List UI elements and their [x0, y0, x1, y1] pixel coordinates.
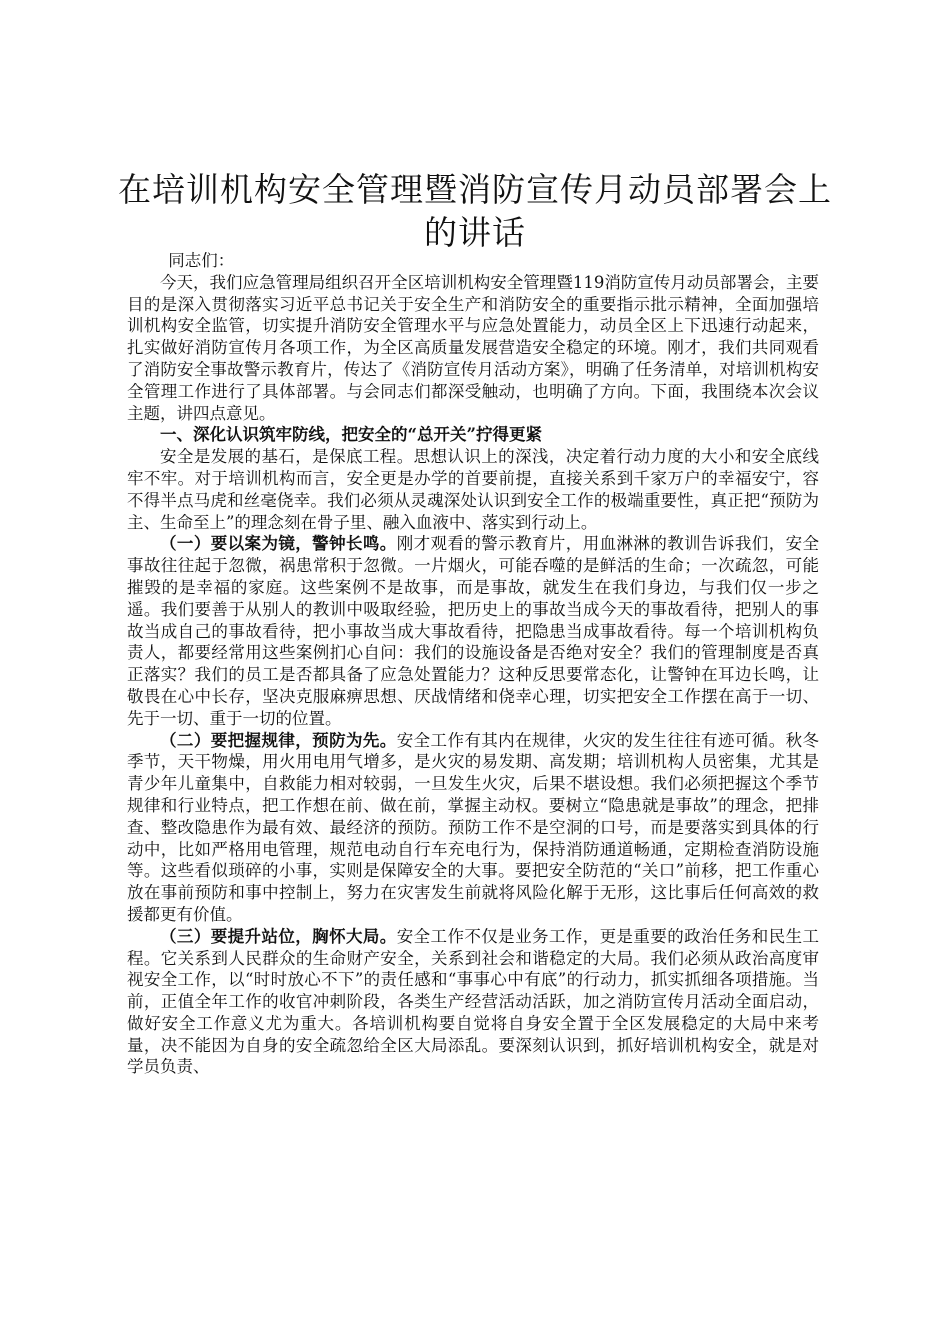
point-text-3: 安全工作不仅是业务工作，更是重要的政治任务和民生工程。它关系到人民群众的生命财产安全，关系到社会和谐稳定的大局。我们必须从政治高度审视安全工作，以“时时放心不下”的责任感和“事事心中有底”的行动力，抓实抓细各项措施。当前，正值全年工作的收官冲刺阶段，各类生产经营活动活跃，加之消防宣传月活动全面启动，做好安全工作意义尤为重大。各培训机构要自觉将自身安全置于全区发展稳定的大局中来考量，决不能因为自身的安全疏忽给全区大局添乱。要深刻认识到，抓好培训机构安全，就是对学员负责、: [127, 926, 820, 1077]
point-text-1: 刚才观看的警示教育片，用血淋淋的教训告诉我们，安全事故往往起于忽微，祸患常积于忽微。一片烟火，可能吞噬的是鲜活的生命；一次疏忽，可能摧毁的是幸福的家庭。这些案例不是故事，而是事故，就发生在我们身边，与我们仅一步之遥。我们要善于从别人的教训中吸取经验，把历史上的事故当成今天的事故看待，把别人的事故当成自己的事故看待，把小事故当成大事故看待，把隐患当成事故看待。每一个培训机构负责人，都要经常用这些案例扪心自问：我们的设施设备是否绝对安全？我们的管理制度是否真正落实？我们的员工是否都具备了应急处置能力？这种反思要常态化，让警钟在耳边长鸣，让敬畏在心中长存，坚决克服麻痹思想、厌战情绪和侥幸心理，切实把安全工作摆在高于一切、先于一切、重于一切的位置。: [127, 534, 820, 728]
point-lead-3: （三）要提升站位，胸怀大局。: [160, 926, 397, 946]
point-paragraph-3: [127, 926, 819, 1079]
salutation: 同志们：: [168, 251, 235, 270]
point-paragraph-1: [127, 533, 819, 729]
document-body: [127, 250, 819, 1078]
point-lead-1: （一）要以案为镜，警钟长鸣。: [160, 534, 397, 554]
section-1-intro-paragraph: 安全是发展的基石，是保底工程。思想认识上的深浅，决定着行动力度的大小和安全底线牢不牢。对于培训机构而言，安全更是办学的首要前提，直接关系到千家万户的幸福安宁，容不得半点马虎和丝毫侥幸。我们必须从灵魂深处认识到安全工作的极端重要性，真正把“预防为主、生命至上”的理念刻在骨子里、融入血液中、落实到行动上。: [127, 447, 819, 532]
point-lead-2: （二）要把握规律，预防为先。: [160, 730, 397, 750]
intro-paragraph: 今天，我们应急管理局组织召开全区培训机构安全管理暨119消防宣传月动员部署会，主要目的是深入贯彻落实习近平总书记关于安全生产和消防安全的重要指示批示精神，全面加强培训机构安全监管，切实提升消防安全管理水平与应急处置能力，动员全区上下迅速行动起来，扎实做好消防宣传月各项工作，为全区高质量发展营造安全稳定的环境。刚才，我们共同观看了消防安全事故警示教育片，传达了《消防宣传月活动方案》，明确了任务清单，对培训机构安全管理工作进行了具体部署。与会同志们都深受触动，也明确了方向。下面，我围绕本次会议主题，讲四点意见。: [127, 272, 819, 423]
document-title: 在培训机构安全管理暨消防宣传月动员部署会上的讲话: [118, 170, 832, 252]
point-paragraph-2: [127, 730, 819, 926]
point-text-2: 安全工作有其内在规律，火灾的发生往往有迹可循。秋冬季节，天干物燥，用火用电用气增多，是火灾的易发期、高发期；培训机构人员密集，尤其是青少年儿童集中，自救能力相对较弱，一旦发生火灾，后果不堪设想。我们必须把握这个季节规律和行业特点，把工作想在前、做在前，掌握主动权。要树立“隐患就是事故”的理念，把排查、整改隐患作为最有效、最经济的预防。预防工作不是空洞的口号，而是要落实到具体的行动中，比如严格用电管理，规范电动自行车充电行为，保持消防通道畅通，定期检查消防设施等。这些看似琐碎的小事，实则是保障安全的大事。要把安全防范的“关口”前移，把工作重心放在事前预防和事中控制上，努力在灾害发生前就将风险化解于无形，这比事后任何高效的救援都更有价值。: [127, 730, 820, 924]
section-heading-1: 一、深化认识筑牢防线，把安全的“总开关”拧得更紧: [160, 425, 542, 445]
